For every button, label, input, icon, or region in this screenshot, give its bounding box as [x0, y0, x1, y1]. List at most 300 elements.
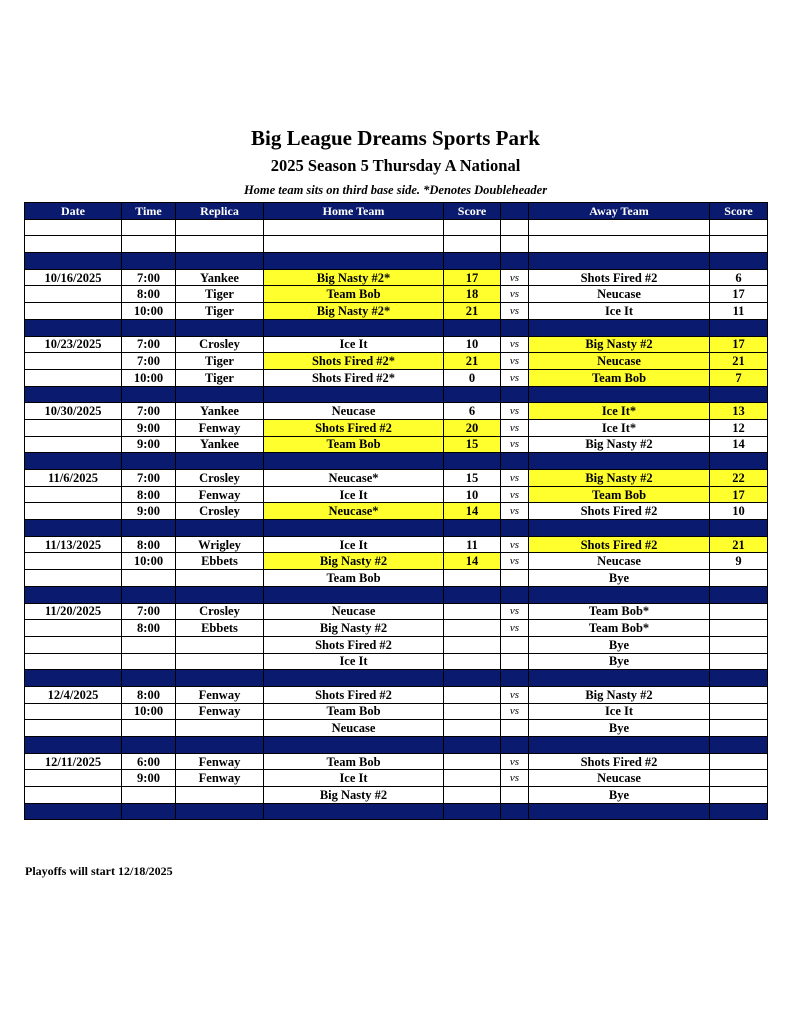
- week-separator-band: [25, 803, 768, 820]
- home-score-cell: 15: [444, 436, 501, 453]
- away-team-cell: Bye: [529, 653, 710, 670]
- home-score-cell: 6: [444, 403, 501, 420]
- date-cell: [25, 670, 122, 687]
- home-team-cell: [264, 386, 444, 403]
- away-team-cell: Big Nasty #2: [529, 436, 710, 453]
- date-cell: 11/20/2025: [25, 603, 122, 620]
- week-separator-band: [25, 586, 768, 603]
- vs-cell: vs: [501, 403, 529, 420]
- time-cell: 9:00: [122, 770, 176, 787]
- column-header-home-team: Home Team: [264, 203, 444, 220]
- replica-cell: [176, 520, 264, 537]
- away-team-cell: Big Nasty #2: [529, 686, 710, 703]
- column-header-time: Time: [122, 203, 176, 220]
- date-cell: [25, 553, 122, 570]
- away-team-cell: Team Bob*: [529, 620, 710, 637]
- home-team-cell: Shots Fired #2: [264, 686, 444, 703]
- game-row: [25, 403, 768, 420]
- time-cell: 10:00: [122, 369, 176, 386]
- vs-cell: [501, 570, 529, 587]
- game-row: [25, 753, 768, 770]
- replica-cell: Ebbets: [176, 620, 264, 637]
- vs-cell: vs: [501, 419, 529, 436]
- away-score-cell: [710, 770, 768, 787]
- game-row: [25, 570, 768, 587]
- away-team-cell: Bye: [529, 636, 710, 653]
- season-subtitle: 2025 Season 5 Thursday A National: [270, 156, 521, 175]
- date-cell: [25, 319, 122, 336]
- schedule-body: [25, 203, 768, 820]
- week-separator-band: [25, 386, 768, 403]
- home-team-cell: Ice It: [264, 770, 444, 787]
- home-score-cell: [444, 787, 501, 804]
- date-cell: [25, 703, 122, 720]
- home-team-cell: Shots Fired #2*: [264, 353, 444, 370]
- replica-cell: Yankee: [176, 269, 264, 286]
- game-row: [25, 269, 768, 286]
- home-score-cell: 10: [444, 486, 501, 503]
- home-score-cell: 20: [444, 419, 501, 436]
- away-score-cell: [710, 686, 768, 703]
- home-score-cell: 21: [444, 353, 501, 370]
- away-score-cell: 6: [710, 269, 768, 286]
- home-score-cell: [444, 319, 501, 336]
- replica-cell: Crosley: [176, 503, 264, 520]
- home-score-cell: 17: [444, 269, 501, 286]
- away-score-cell: 17: [710, 486, 768, 503]
- column-header-home-score: Score: [444, 203, 501, 220]
- home-team-cell: Neucase*: [264, 470, 444, 487]
- away-team-cell: Big Nasty #2: [529, 470, 710, 487]
- away-team-cell: Bye: [529, 570, 710, 587]
- vs-cell: vs: [501, 686, 529, 703]
- date-cell: [25, 503, 122, 520]
- home-score-cell: [444, 620, 501, 637]
- away-score-cell: 11: [710, 303, 768, 320]
- week-separator-band: [25, 453, 768, 470]
- time-cell: 8:00: [122, 686, 176, 703]
- week-separator-band: [25, 520, 768, 537]
- home-score-cell: [444, 386, 501, 403]
- vs-cell: vs: [501, 436, 529, 453]
- vs-cell: [501, 520, 529, 537]
- vs-cell: [501, 219, 529, 236]
- time-cell: [122, 670, 176, 687]
- home-team-cell: Team Bob: [264, 286, 444, 303]
- replica-cell: Crosley: [176, 470, 264, 487]
- home-score-cell: [444, 720, 501, 737]
- replica-cell: Crosley: [176, 336, 264, 353]
- home-score-cell: [444, 737, 501, 754]
- home-team-cell: Big Nasty #2: [264, 553, 444, 570]
- home-score-cell: [444, 236, 501, 253]
- replica-cell: Ebbets: [176, 553, 264, 570]
- game-row: [25, 486, 768, 503]
- game-row: [25, 470, 768, 487]
- time-cell: [122, 219, 176, 236]
- home-score-cell: [444, 520, 501, 537]
- game-row: [25, 686, 768, 703]
- home-score-cell: 14: [444, 553, 501, 570]
- date-cell: [25, 453, 122, 470]
- home-team-cell: Neucase: [264, 403, 444, 420]
- replica-cell: Crosley: [176, 603, 264, 620]
- vs-cell: vs: [501, 703, 529, 720]
- replica-cell: [176, 720, 264, 737]
- away-team-cell: Neucase: [529, 553, 710, 570]
- time-cell: [122, 636, 176, 653]
- replica-cell: [176, 253, 264, 270]
- schedule-table: [24, 202, 768, 820]
- game-row: [25, 553, 768, 570]
- vs-cell: vs: [501, 620, 529, 637]
- date-cell: [25, 236, 122, 253]
- game-row: [25, 770, 768, 787]
- home-team-cell: [264, 670, 444, 687]
- date-cell: [25, 653, 122, 670]
- home-team-cell: Team Bob: [264, 436, 444, 453]
- time-cell: 10:00: [122, 303, 176, 320]
- home-team-cell: [264, 453, 444, 470]
- date-cell: [25, 436, 122, 453]
- home-score-cell: [444, 570, 501, 587]
- home-score-cell: [444, 686, 501, 703]
- date-cell: [25, 419, 122, 436]
- away-score-cell: 22: [710, 470, 768, 487]
- vs-cell: [501, 586, 529, 603]
- home-team-cell: Shots Fired #2*: [264, 369, 444, 386]
- away-score-cell: 14: [710, 436, 768, 453]
- replica-cell: [176, 653, 264, 670]
- time-cell: 9:00: [122, 419, 176, 436]
- vs-cell: vs: [501, 286, 529, 303]
- vs-cell: vs: [501, 303, 529, 320]
- home-team-cell: Neucase: [264, 720, 444, 737]
- away-score-cell: 17: [710, 336, 768, 353]
- home-team-cell: [264, 737, 444, 754]
- replica-cell: Tiger: [176, 369, 264, 386]
- game-row: [25, 419, 768, 436]
- game-row: [25, 536, 768, 553]
- home-score-cell: 18: [444, 286, 501, 303]
- home-team-cell: Big Nasty #2*: [264, 303, 444, 320]
- time-cell: 8:00: [122, 620, 176, 637]
- away-team-cell: Bye: [529, 720, 710, 737]
- home-team-cell: Neucase*: [264, 503, 444, 520]
- week-separator-band: [25, 253, 768, 270]
- away-score-cell: 10: [710, 503, 768, 520]
- away-score-cell: 9: [710, 553, 768, 570]
- home-team-cell: Big Nasty #2*: [264, 269, 444, 286]
- away-team-cell: [529, 520, 710, 537]
- page-title: Big League Dreams Sports Park: [251, 126, 540, 150]
- time-cell: [122, 319, 176, 336]
- replica-cell: Fenway: [176, 753, 264, 770]
- away-score-cell: [710, 636, 768, 653]
- replica-cell: Fenway: [176, 686, 264, 703]
- time-cell: [122, 737, 176, 754]
- time-cell: 10:00: [122, 553, 176, 570]
- away-team-cell: [529, 219, 710, 236]
- home-team-note: Home team sits on third base side. *Denotes Doubleheader: [243, 183, 548, 197]
- column-header-vs: [501, 203, 529, 220]
- replica-cell: Fenway: [176, 419, 264, 436]
- time-cell: [122, 653, 176, 670]
- home-team-cell: Ice It: [264, 653, 444, 670]
- time-cell: 9:00: [122, 503, 176, 520]
- away-team-cell: Ice It: [529, 703, 710, 720]
- home-team-cell: [264, 236, 444, 253]
- replica-cell: [176, 670, 264, 687]
- replica-cell: Yankee: [176, 436, 264, 453]
- vs-cell: vs: [501, 336, 529, 353]
- home-team-cell: [264, 319, 444, 336]
- vs-cell: [501, 319, 529, 336]
- vs-cell: [501, 386, 529, 403]
- home-team-cell: Neucase: [264, 603, 444, 620]
- away-score-cell: [710, 753, 768, 770]
- date-cell: [25, 770, 122, 787]
- away-score-cell: 21: [710, 536, 768, 553]
- home-team-cell: [264, 520, 444, 537]
- replica-cell: [176, 319, 264, 336]
- time-cell: [122, 586, 176, 603]
- home-score-cell: [444, 753, 501, 770]
- away-score-cell: [710, 586, 768, 603]
- replica-cell: Fenway: [176, 770, 264, 787]
- vs-cell: vs: [501, 553, 529, 570]
- away-team-cell: Neucase: [529, 286, 710, 303]
- game-row: [25, 653, 768, 670]
- vs-cell: [501, 787, 529, 804]
- date-cell: 12/11/2025: [25, 753, 122, 770]
- home-score-cell: 11: [444, 536, 501, 553]
- game-row: [25, 436, 768, 453]
- date-cell: [25, 737, 122, 754]
- vs-cell: vs: [501, 770, 529, 787]
- home-score-cell: [444, 253, 501, 270]
- away-team-cell: Bye: [529, 787, 710, 804]
- time-cell: 7:00: [122, 353, 176, 370]
- date-cell: [25, 570, 122, 587]
- vs-cell: vs: [501, 353, 529, 370]
- column-header-away-team: Away Team: [529, 203, 710, 220]
- date-cell: 10/30/2025: [25, 403, 122, 420]
- week-separator-band: [25, 319, 768, 336]
- away-team-cell: Ice It*: [529, 419, 710, 436]
- away-team-cell: Team Bob*: [529, 603, 710, 620]
- home-team-cell: Shots Fired #2: [264, 419, 444, 436]
- replica-cell: [176, 453, 264, 470]
- away-team-cell: Shots Fired #2: [529, 269, 710, 286]
- date-cell: [25, 253, 122, 270]
- away-team-cell: [529, 737, 710, 754]
- time-cell: [122, 570, 176, 587]
- replica-cell: [176, 236, 264, 253]
- game-row: [25, 603, 768, 620]
- date-cell: 12/4/2025: [25, 686, 122, 703]
- vs-cell: vs: [501, 503, 529, 520]
- away-team-cell: [529, 586, 710, 603]
- game-row: [25, 636, 768, 653]
- date-cell: [25, 369, 122, 386]
- vs-cell: vs: [501, 603, 529, 620]
- replica-cell: Tiger: [176, 353, 264, 370]
- date-cell: 10/16/2025: [25, 269, 122, 286]
- home-score-cell: [444, 803, 501, 820]
- away-score-cell: [710, 319, 768, 336]
- game-row: [25, 720, 768, 737]
- time-cell: [122, 453, 176, 470]
- home-team-cell: Team Bob: [264, 570, 444, 587]
- home-score-cell: [444, 770, 501, 787]
- home-team-cell: [264, 803, 444, 820]
- away-score-cell: [710, 720, 768, 737]
- time-cell: 8:00: [122, 286, 176, 303]
- date-cell: [25, 586, 122, 603]
- away-score-cell: [710, 737, 768, 754]
- vs-cell: [501, 670, 529, 687]
- away-team-cell: Neucase: [529, 770, 710, 787]
- vs-cell: [501, 253, 529, 270]
- home-team-cell: [264, 253, 444, 270]
- time-cell: 9:00: [122, 436, 176, 453]
- home-score-cell: [444, 703, 501, 720]
- week-separator-band: [25, 670, 768, 687]
- blank-row: [25, 219, 768, 236]
- away-score-cell: [710, 620, 768, 637]
- replica-cell: Fenway: [176, 703, 264, 720]
- home-team-cell: Ice It: [264, 486, 444, 503]
- replica-cell: Yankee: [176, 403, 264, 420]
- date-cell: [25, 720, 122, 737]
- home-score-cell: [444, 653, 501, 670]
- date-cell: 11/13/2025: [25, 536, 122, 553]
- date-cell: [25, 219, 122, 236]
- game-row: [25, 369, 768, 386]
- column-header-date: Date: [25, 203, 122, 220]
- game-row: [25, 503, 768, 520]
- date-cell: [25, 787, 122, 804]
- away-team-cell: Ice It: [529, 303, 710, 320]
- home-team-cell: Ice It: [264, 336, 444, 353]
- replica-cell: Tiger: [176, 303, 264, 320]
- time-cell: [122, 386, 176, 403]
- vs-cell: vs: [501, 486, 529, 503]
- home-score-cell: 0: [444, 369, 501, 386]
- time-cell: [122, 803, 176, 820]
- game-row: [25, 787, 768, 804]
- time-cell: 10:00: [122, 703, 176, 720]
- date-cell: [25, 286, 122, 303]
- game-row: [25, 303, 768, 320]
- away-team-cell: [529, 319, 710, 336]
- column-header-replica: Replica: [176, 203, 264, 220]
- replica-cell: [176, 570, 264, 587]
- replica-cell: [176, 386, 264, 403]
- replica-cell: [176, 586, 264, 603]
- date-cell: [25, 386, 122, 403]
- date-cell: [25, 303, 122, 320]
- game-row: [25, 620, 768, 637]
- home-score-cell: [444, 636, 501, 653]
- vs-cell: [501, 236, 529, 253]
- game-row: [25, 703, 768, 720]
- away-team-cell: Shots Fired #2: [529, 536, 710, 553]
- playoffs-note: Playoffs will start 12/18/2025: [25, 864, 173, 878]
- time-cell: 7:00: [122, 336, 176, 353]
- away-score-cell: [710, 570, 768, 587]
- date-cell: [25, 486, 122, 503]
- date-cell: [25, 520, 122, 537]
- replica-cell: [176, 787, 264, 804]
- home-score-cell: 14: [444, 503, 501, 520]
- header-row: [25, 203, 768, 220]
- date-cell: [25, 636, 122, 653]
- date-cell: 10/23/2025: [25, 336, 122, 353]
- home-score-cell: [444, 586, 501, 603]
- away-score-cell: [710, 219, 768, 236]
- vs-cell: vs: [501, 470, 529, 487]
- away-team-cell: [529, 803, 710, 820]
- away-score-cell: 7: [710, 369, 768, 386]
- game-row: [25, 336, 768, 353]
- home-team-cell: Big Nasty #2: [264, 787, 444, 804]
- replica-cell: [176, 803, 264, 820]
- home-team-cell: Ice It: [264, 536, 444, 553]
- away-team-cell: [529, 386, 710, 403]
- time-cell: [122, 520, 176, 537]
- home-score-cell: [444, 603, 501, 620]
- home-team-cell: Big Nasty #2: [264, 620, 444, 637]
- away-score-cell: [710, 670, 768, 687]
- time-cell: 7:00: [122, 269, 176, 286]
- away-team-cell: Neucase: [529, 353, 710, 370]
- time-cell: [122, 720, 176, 737]
- game-row: [25, 286, 768, 303]
- vs-cell: [501, 453, 529, 470]
- away-team-cell: [529, 236, 710, 253]
- away-score-cell: 12: [710, 419, 768, 436]
- away-score-cell: [710, 603, 768, 620]
- home-team-cell: Team Bob: [264, 753, 444, 770]
- away-score-cell: [710, 653, 768, 670]
- home-team-cell: [264, 586, 444, 603]
- away-score-cell: [710, 236, 768, 253]
- vs-cell: vs: [501, 369, 529, 386]
- replica-cell: [176, 219, 264, 236]
- time-cell: [122, 253, 176, 270]
- away-score-cell: [710, 520, 768, 537]
- away-team-cell: Team Bob: [529, 369, 710, 386]
- vs-cell: vs: [501, 269, 529, 286]
- away-team-cell: Ice It*: [529, 403, 710, 420]
- vs-cell: [501, 653, 529, 670]
- away-team-cell: Big Nasty #2: [529, 336, 710, 353]
- time-cell: 7:00: [122, 403, 176, 420]
- away-team-cell: Team Bob: [529, 486, 710, 503]
- date-cell: [25, 353, 122, 370]
- game-row: [25, 353, 768, 370]
- home-score-cell: [444, 670, 501, 687]
- time-cell: [122, 787, 176, 804]
- date-cell: [25, 803, 122, 820]
- time-cell: 8:00: [122, 536, 176, 553]
- away-score-cell: 13: [710, 403, 768, 420]
- blank-row: [25, 236, 768, 253]
- vs-cell: [501, 737, 529, 754]
- away-team-cell: Shots Fired #2: [529, 753, 710, 770]
